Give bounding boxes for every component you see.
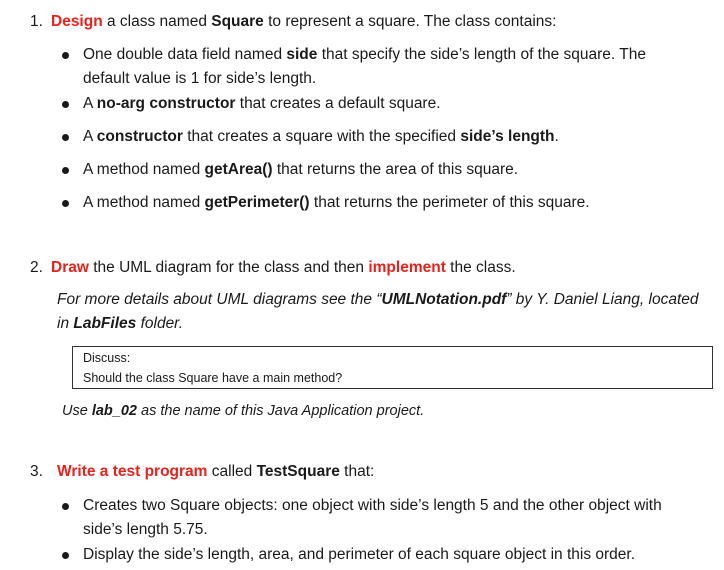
section-1-number: 1. xyxy=(30,13,43,30)
implement-keyword: implement xyxy=(368,259,446,276)
uml-reference-line-1: For more details about UML diagrams see the “UMLNotation.pdf” by Y. Daniel Liang, located xyxy=(57,291,699,308)
bullet-icon xyxy=(62,200,69,207)
section-2-number: 2. xyxy=(30,259,43,276)
discuss-title: Discuss: xyxy=(83,351,131,365)
draw-keyword: Draw xyxy=(51,259,89,276)
bullet-icon xyxy=(62,52,69,59)
class-name-square: Square xyxy=(211,13,264,30)
section-1-bullet-2: A no-arg constructor that creates a default square. xyxy=(83,95,441,112)
uml-reference-line-2: in LabFiles folder. xyxy=(57,315,184,332)
project-name-instruction: Use lab_02 as the name of this Java Application project. xyxy=(62,403,425,419)
discuss-question: Should the class Square have a main method? xyxy=(83,371,343,385)
section-1-bullet-1: One double data field named side that specify the side’s length of the square. The xyxy=(83,46,646,63)
section-2-heading: Draw the UML diagram for the class and then implement the class. xyxy=(51,259,516,276)
section-3-bullet-1: Creates two Square objects: one object with side’s length 5 and the other object with xyxy=(83,497,662,514)
design-keyword: Design xyxy=(51,13,103,30)
bullet-icon xyxy=(62,101,69,108)
bullet-icon xyxy=(62,134,69,141)
section-1-bullet-3: A constructor that creates a square with the specified side’s length. xyxy=(83,128,559,145)
discuss-box xyxy=(72,346,713,389)
section-1-heading: Design a class named Square to represent a square. The class contains: xyxy=(51,13,557,30)
bullet-icon xyxy=(62,167,69,174)
section-3-bullet-2: Display the side’s length, area, and perimeter of each square object in this order. xyxy=(83,546,636,563)
section-3-heading: Write a test program called TestSquare that: xyxy=(57,463,375,480)
test-program-keyword: Write a test program xyxy=(57,463,208,480)
section-1-bullet-4: A method named getArea() that returns the area of this square. xyxy=(83,161,519,178)
bullet-icon xyxy=(62,552,69,559)
section-1-bullet-5: A method named getPerimeter() that returns the perimeter of this square. xyxy=(83,194,590,211)
section-3-number: 3. xyxy=(30,463,43,480)
bullet-icon xyxy=(62,503,69,510)
section-1-bullet-1-cont: default value is 1 for side’s length. xyxy=(83,70,317,87)
test-class-name: TestSquare xyxy=(256,463,340,480)
section-3-bullet-1-cont: side’s length 5.75. xyxy=(83,521,208,538)
